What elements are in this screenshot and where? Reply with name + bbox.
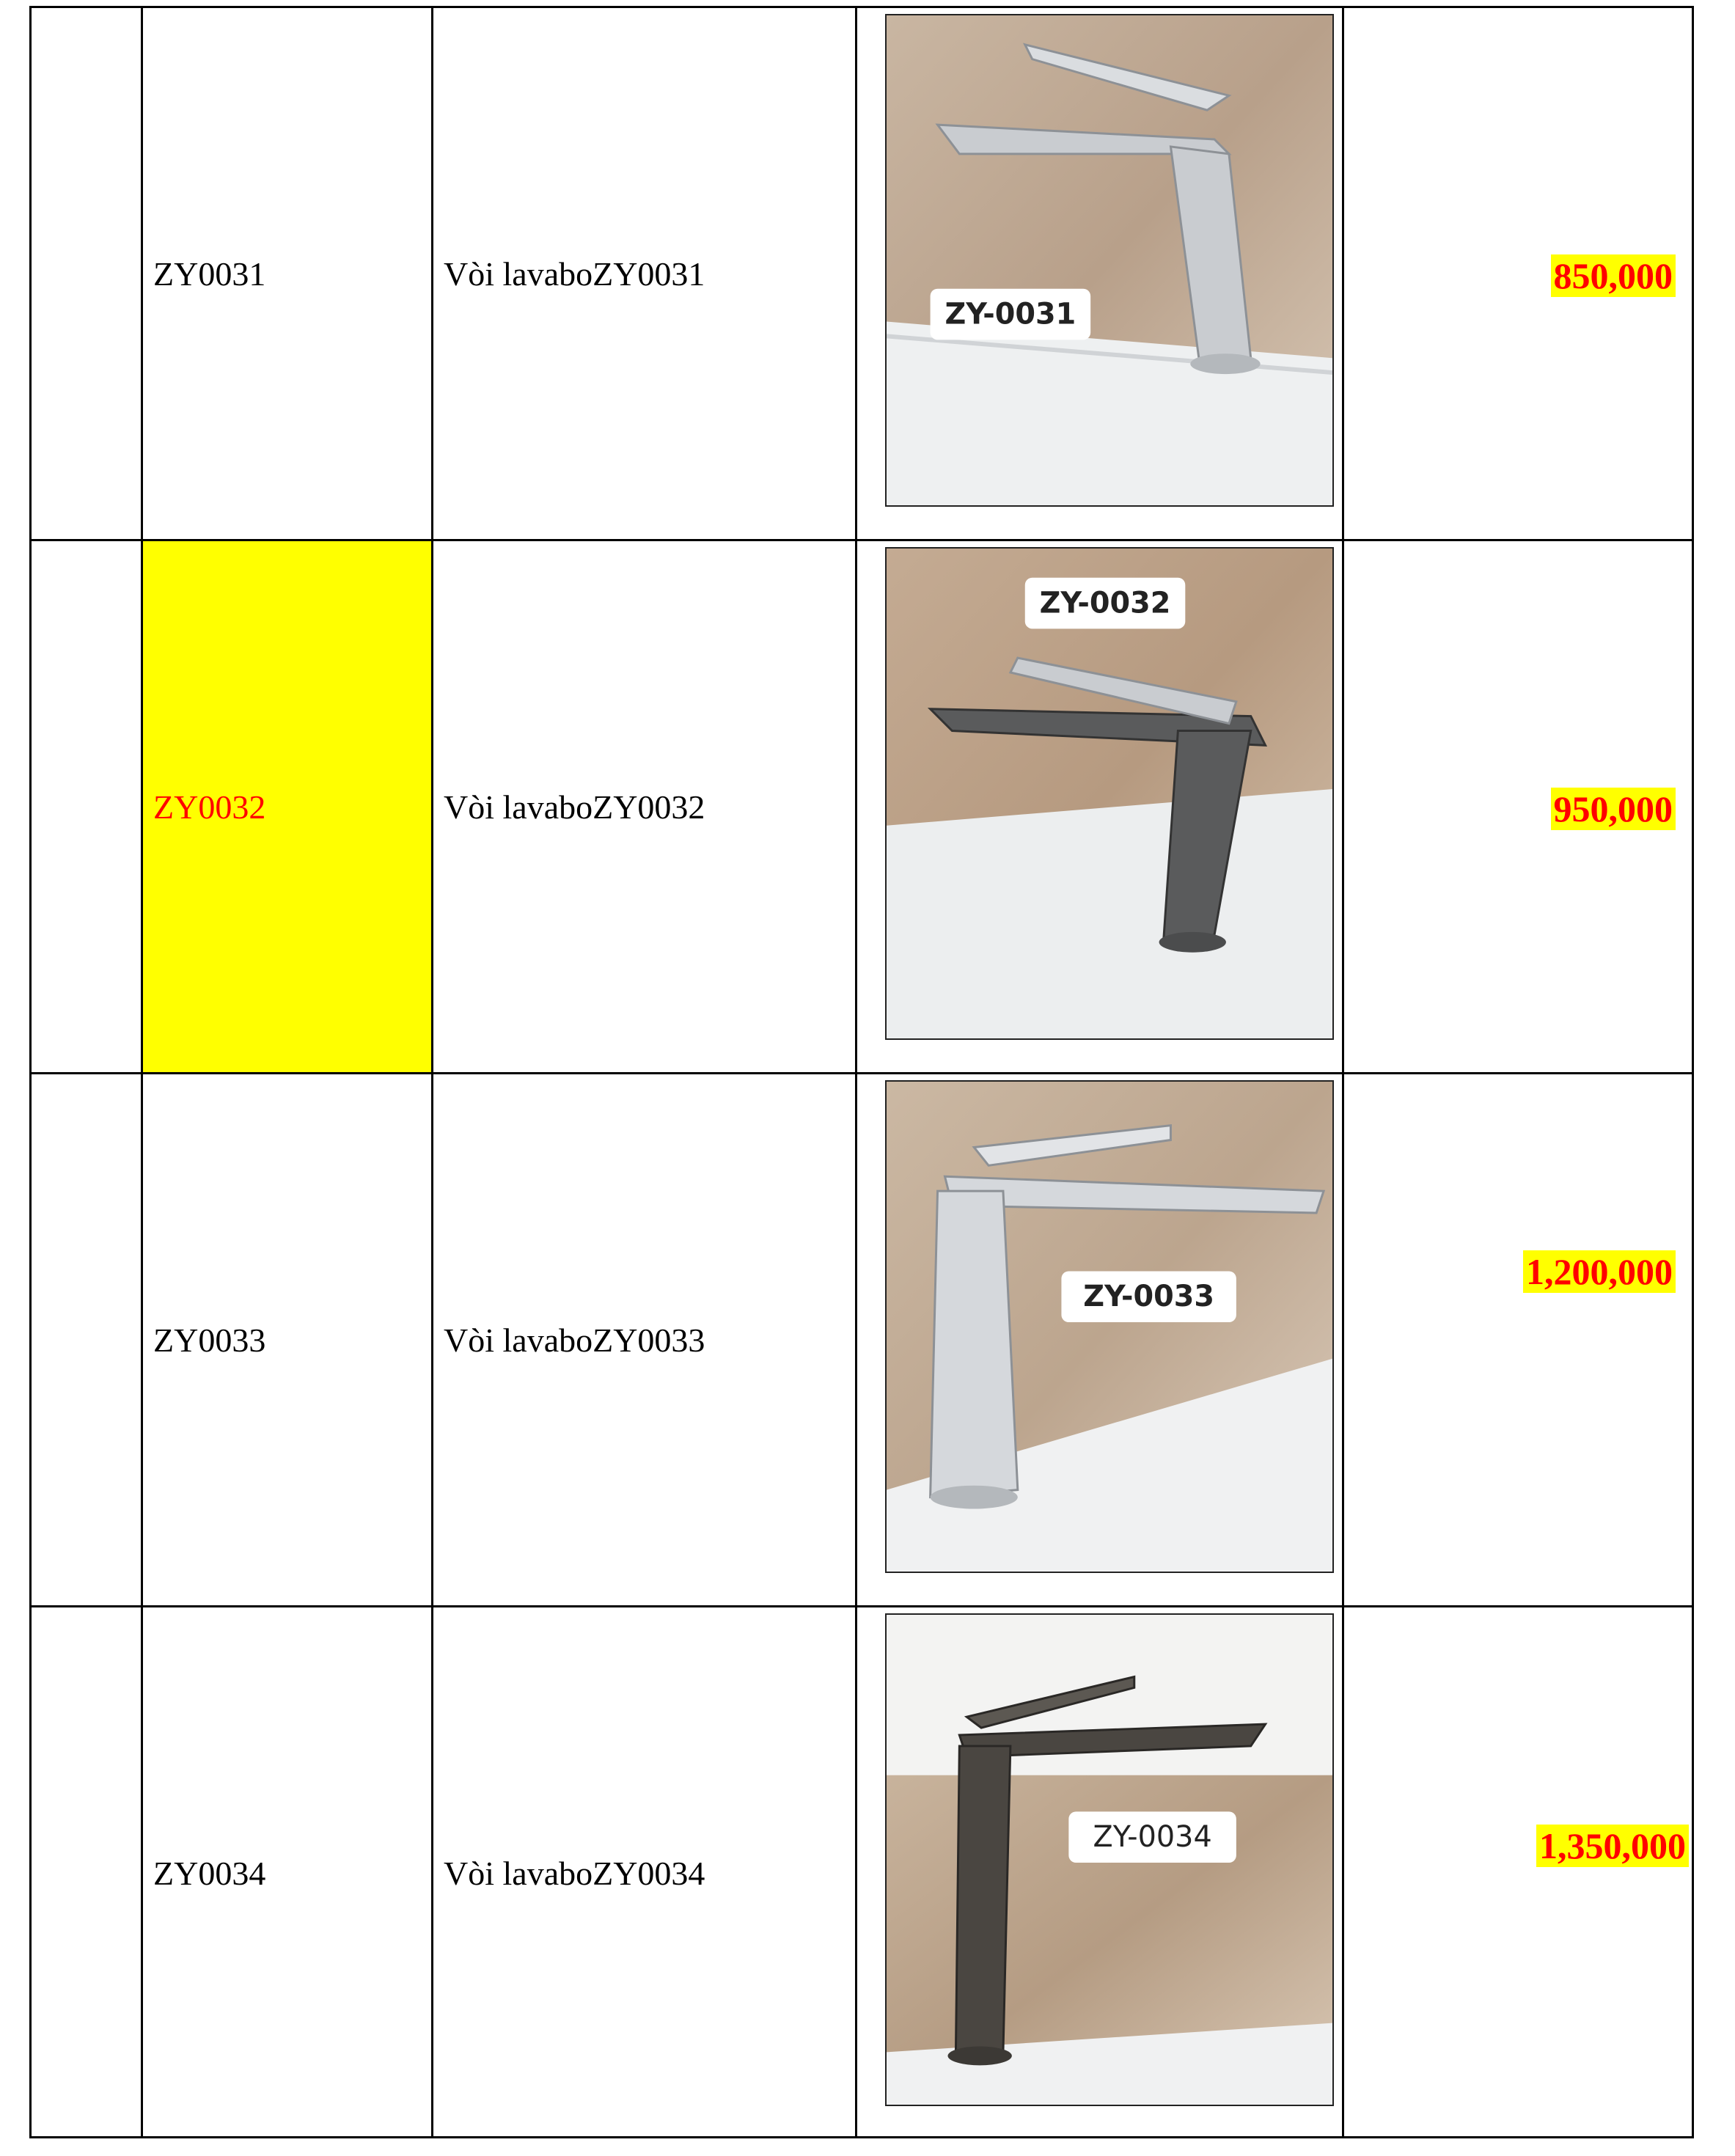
image-cell bbox=[855, 6, 1342, 539]
product-name: Vòi lavaboZY0031 bbox=[444, 254, 705, 293]
product-price: 950,000 bbox=[1551, 788, 1676, 830]
index-cell bbox=[29, 1072, 141, 1605]
name-cell bbox=[431, 1605, 855, 2138]
name-cell bbox=[431, 539, 855, 1072]
product-code: ZY0031 bbox=[153, 254, 266, 293]
image-cell bbox=[855, 1072, 1342, 1605]
code-cell bbox=[141, 6, 431, 539]
product-code: ZY0034 bbox=[153, 1854, 266, 1892]
index-cell bbox=[29, 539, 141, 1072]
code-cell bbox=[141, 1072, 431, 1605]
price-cell bbox=[1342, 539, 1694, 1072]
faucet-photo bbox=[885, 14, 1334, 507]
image-cell bbox=[855, 1605, 1342, 2138]
faucet-photo bbox=[885, 547, 1334, 1040]
code-cell bbox=[141, 539, 431, 1072]
product-name: Vòi lavaboZY0033 bbox=[444, 1321, 705, 1359]
index-cell bbox=[29, 6, 141, 539]
table-row bbox=[29, 1605, 1694, 2138]
product-price: 850,000 bbox=[1551, 254, 1676, 297]
price-cell bbox=[1342, 6, 1694, 539]
name-cell bbox=[431, 6, 855, 539]
product-code: ZY0033 bbox=[153, 1321, 266, 1359]
image-label: ZY-0033 bbox=[1083, 1280, 1215, 1314]
index-cell bbox=[29, 1605, 141, 2138]
image-label: ZY-0034 bbox=[1093, 1820, 1212, 1855]
table-row bbox=[29, 6, 1694, 539]
name-cell bbox=[431, 1072, 855, 1605]
product-name: Vòi lavaboZY0034 bbox=[444, 1854, 705, 1892]
product-price: 1,200,000 bbox=[1523, 1250, 1676, 1293]
table-row bbox=[29, 539, 1694, 1072]
product-name: Vòi lavaboZY0032 bbox=[444, 788, 705, 826]
image-cell bbox=[855, 539, 1342, 1072]
price-cell bbox=[1342, 1605, 1694, 2138]
price-cell bbox=[1342, 1072, 1694, 1605]
image-label: ZY-0032 bbox=[1039, 586, 1171, 620]
faucet-photo bbox=[885, 1080, 1334, 1573]
faucet-photo bbox=[885, 1613, 1334, 2106]
table-row bbox=[29, 1072, 1694, 1605]
code-cell bbox=[141, 1605, 431, 2138]
product-code: ZY0032 bbox=[153, 788, 266, 826]
image-label: ZY-0031 bbox=[944, 297, 1076, 331]
product-price: 1,350,000 bbox=[1536, 1825, 1689, 1867]
table-bottom-border bbox=[29, 2136, 1694, 2138]
product-table bbox=[29, 6, 1694, 2138]
